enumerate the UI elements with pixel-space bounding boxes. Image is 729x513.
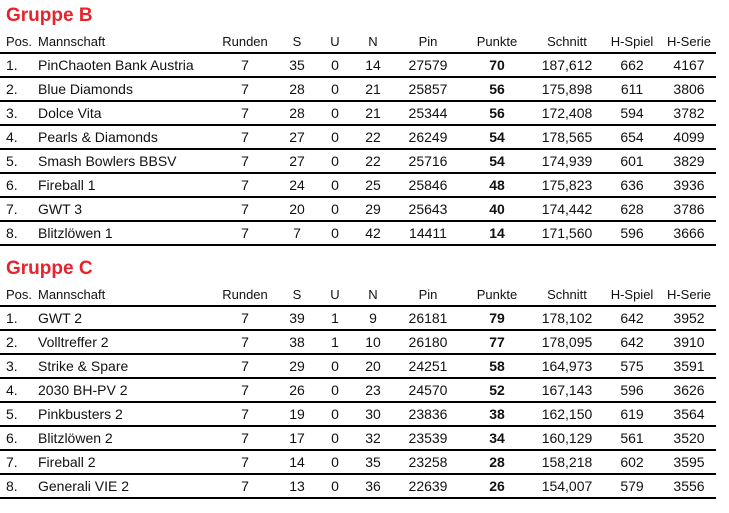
cell-u: 0: [318, 149, 352, 173]
cell-h-serie: 3936: [662, 173, 716, 197]
cell-schnitt: 154,007: [532, 474, 602, 498]
cell-h-serie: 3595: [662, 450, 716, 474]
cell-u: 0: [318, 101, 352, 125]
cell-pin: 24570: [394, 378, 462, 402]
cell-punkte: 34: [462, 426, 532, 450]
cell-schnitt: 175,823: [532, 173, 602, 197]
cell-pos: 6.: [0, 173, 34, 197]
col-header-pos: Pos.: [0, 31, 34, 53]
cell-s: 39: [276, 306, 318, 330]
cell-s: 35: [276, 53, 318, 77]
cell-n: 14: [352, 53, 394, 77]
cell-mannschaft: PinChaoten Bank Austria: [34, 53, 214, 77]
col-header-punkte: Punkte: [462, 31, 532, 53]
cell-n: 30: [352, 402, 394, 426]
cell-u: 0: [318, 77, 352, 101]
cell-runden: 7: [214, 330, 276, 354]
cell-mannschaft: Fireball 2: [34, 450, 214, 474]
cell-u: 0: [318, 474, 352, 498]
cell-pin: 26249: [394, 125, 462, 149]
cell-u: 0: [318, 53, 352, 77]
cell-mannschaft: Dolce Vita: [34, 101, 214, 125]
cell-pos: 2.: [0, 330, 34, 354]
cell-u: 0: [318, 402, 352, 426]
cell-pin: 26181: [394, 306, 462, 330]
cell-n: 10: [352, 330, 394, 354]
cell-mannschaft: GWT 3: [34, 197, 214, 221]
cell-h-spiel: 596: [602, 378, 662, 402]
cell-n: 21: [352, 101, 394, 125]
cell-mannschaft: Smash Bowlers BBSV: [34, 149, 214, 173]
cell-punkte: 52: [462, 378, 532, 402]
cell-schnitt: 175,898: [532, 77, 602, 101]
cell-s: 13: [276, 474, 318, 498]
table-row: [0, 306, 716, 330]
col-header-runden: Runden: [214, 31, 276, 53]
cell-schnitt: 178,095: [532, 330, 602, 354]
cell-runden: 7: [214, 306, 276, 330]
cell-u: 0: [318, 354, 352, 378]
cell-pos: 4.: [0, 125, 34, 149]
cell-n: 23: [352, 378, 394, 402]
cell-schnitt: 162,150: [532, 402, 602, 426]
cell-h-serie: 3782: [662, 101, 716, 125]
cell-h-serie: 3829: [662, 149, 716, 173]
col-header-punkte: Punkte: [462, 284, 532, 306]
cell-runden: 7: [214, 402, 276, 426]
cell-h-spiel: 611: [602, 77, 662, 101]
cell-u: 0: [318, 450, 352, 474]
cell-mannschaft: Generali VIE 2: [34, 474, 214, 498]
group-b-section: [0, 0, 729, 246]
cell-u: 0: [318, 426, 352, 450]
cell-n: 9: [352, 306, 394, 330]
cell-n: 42: [352, 221, 394, 245]
group-b-table: [0, 31, 716, 246]
cell-runden: 7: [214, 149, 276, 173]
cell-s: 28: [276, 77, 318, 101]
table-row: [0, 402, 716, 426]
table-row: [0, 101, 716, 125]
cell-punkte: 77: [462, 330, 532, 354]
cell-n: 32: [352, 426, 394, 450]
cell-pos: 3.: [0, 354, 34, 378]
cell-h-serie: 3910: [662, 330, 716, 354]
cell-h-spiel: 601: [602, 149, 662, 173]
cell-pin: 25344: [394, 101, 462, 125]
cell-pin: 25643: [394, 197, 462, 221]
table-row: [0, 221, 716, 245]
cell-pos: 1.: [0, 53, 34, 77]
cell-h-serie: 3556: [662, 474, 716, 498]
cell-h-serie: 3666: [662, 221, 716, 245]
cell-runden: 7: [214, 474, 276, 498]
cell-mannschaft: Fireball 1: [34, 173, 214, 197]
cell-pos: 8.: [0, 221, 34, 245]
col-header-mannschaft: Mannschaft: [34, 284, 214, 306]
cell-n: 36: [352, 474, 394, 498]
cell-pin: 24251: [394, 354, 462, 378]
col-header-schnitt: Schnitt: [532, 284, 602, 306]
cell-pos: 6.: [0, 426, 34, 450]
table-row: [0, 450, 716, 474]
cell-mannschaft: Strike & Spare: [34, 354, 214, 378]
cell-schnitt: 171,560: [532, 221, 602, 245]
table-row: [0, 378, 716, 402]
cell-mannschaft: Blue Diamonds: [34, 77, 214, 101]
cell-schnitt: 158,218: [532, 450, 602, 474]
cell-mannschaft: GWT 2: [34, 306, 214, 330]
cell-h-spiel: 628: [602, 197, 662, 221]
cell-mannschaft: Volltreffer 2: [34, 330, 214, 354]
cell-h-spiel: 602: [602, 450, 662, 474]
cell-pin: 27579: [394, 53, 462, 77]
cell-pin: 14411: [394, 221, 462, 245]
cell-u: 0: [318, 173, 352, 197]
col-header-n: N: [352, 31, 394, 53]
col-header-h-spiel: H-Spiel: [602, 31, 662, 53]
cell-s: 29: [276, 354, 318, 378]
cell-schnitt: 167,143: [532, 378, 602, 402]
cell-s: 20: [276, 197, 318, 221]
cell-schnitt: 178,102: [532, 306, 602, 330]
table-row: [0, 330, 716, 354]
cell-runden: 7: [214, 77, 276, 101]
cell-runden: 7: [214, 450, 276, 474]
cell-n: 25: [352, 173, 394, 197]
cell-pin: 25857: [394, 77, 462, 101]
cell-pos: 1.: [0, 306, 34, 330]
group-c-section: [0, 253, 729, 499]
cell-h-spiel: 642: [602, 306, 662, 330]
col-header-h-serie: H-Serie: [662, 284, 716, 306]
table-row: [0, 77, 716, 101]
cell-h-spiel: 594: [602, 101, 662, 125]
cell-mannschaft: Pinkbusters 2: [34, 402, 214, 426]
cell-schnitt: 160,129: [532, 426, 602, 450]
cell-s: 24: [276, 173, 318, 197]
cell-s: 27: [276, 125, 318, 149]
cell-pin: 25846: [394, 173, 462, 197]
cell-pos: 5.: [0, 402, 34, 426]
col-header-pin: Pin: [394, 31, 462, 53]
col-header-u: U: [318, 284, 352, 306]
cell-n: 22: [352, 149, 394, 173]
cell-n: 29: [352, 197, 394, 221]
cell-runden: 7: [214, 101, 276, 125]
cell-s: 17: [276, 426, 318, 450]
cell-schnitt: 172,408: [532, 101, 602, 125]
cell-pin: 23258: [394, 450, 462, 474]
cell-mannschaft: Pearls & Diamonds: [34, 125, 214, 149]
cell-schnitt: 174,442: [532, 197, 602, 221]
cell-punkte: 54: [462, 149, 532, 173]
cell-pin: 23539: [394, 426, 462, 450]
col-header-mannschaft: Mannschaft: [34, 31, 214, 53]
cell-punkte: 38: [462, 402, 532, 426]
cell-punkte: 56: [462, 77, 532, 101]
cell-punkte: 58: [462, 354, 532, 378]
cell-punkte: 28: [462, 450, 532, 474]
table-header-row: [0, 31, 716, 53]
cell-runden: 7: [214, 53, 276, 77]
cell-s: 14: [276, 450, 318, 474]
cell-h-serie: 3806: [662, 77, 716, 101]
cell-h-serie: 4167: [662, 53, 716, 77]
group-c-title: Gruppe C: [6, 258, 93, 279]
cell-mannschaft: Blitzlöwen 2: [34, 426, 214, 450]
cell-s: 7: [276, 221, 318, 245]
cell-punkte: 48: [462, 173, 532, 197]
table-row: [0, 173, 716, 197]
cell-h-serie: 3626: [662, 378, 716, 402]
cell-punkte: 26: [462, 474, 532, 498]
table-row: [0, 149, 716, 173]
cell-h-spiel: 596: [602, 221, 662, 245]
cell-runden: 7: [214, 197, 276, 221]
col-header-schnitt: Schnitt: [532, 31, 602, 53]
cell-runden: 7: [214, 378, 276, 402]
cell-punkte: 70: [462, 53, 532, 77]
cell-pos: 5.: [0, 149, 34, 173]
cell-s: 27: [276, 149, 318, 173]
col-header-h-serie: H-Serie: [662, 31, 716, 53]
cell-n: 22: [352, 125, 394, 149]
col-header-s: S: [276, 284, 318, 306]
col-header-s: S: [276, 31, 318, 53]
cell-pin: 22639: [394, 474, 462, 498]
cell-pos: 2.: [0, 77, 34, 101]
group-b-title: Gruppe B: [6, 5, 93, 26]
cell-mannschaft: Blitzlöwen 1: [34, 221, 214, 245]
table-row: [0, 53, 716, 77]
table-header-row: [0, 284, 716, 306]
table-row: [0, 125, 716, 149]
cell-n: 21: [352, 77, 394, 101]
cell-schnitt: 164,973: [532, 354, 602, 378]
col-header-pos: Pos.: [0, 284, 34, 306]
cell-pos: 3.: [0, 101, 34, 125]
cell-pin: 25716: [394, 149, 462, 173]
cell-u: 1: [318, 306, 352, 330]
cell-s: 19: [276, 402, 318, 426]
cell-u: 0: [318, 221, 352, 245]
cell-u: 0: [318, 378, 352, 402]
cell-h-spiel: 642: [602, 330, 662, 354]
cell-h-spiel: 654: [602, 125, 662, 149]
cell-punkte: 40: [462, 197, 532, 221]
col-header-h-spiel: H-Spiel: [602, 284, 662, 306]
cell-h-serie: 3786: [662, 197, 716, 221]
cell-u: 0: [318, 197, 352, 221]
cell-h-spiel: 619: [602, 402, 662, 426]
cell-h-serie: 3591: [662, 354, 716, 378]
table-row: [0, 474, 716, 498]
cell-s: 26: [276, 378, 318, 402]
cell-h-spiel: 636: [602, 173, 662, 197]
cell-h-serie: 4099: [662, 125, 716, 149]
cell-h-serie: 3520: [662, 426, 716, 450]
cell-s: 38: [276, 330, 318, 354]
cell-runden: 7: [214, 354, 276, 378]
cell-u: 1: [318, 330, 352, 354]
cell-n: 35: [352, 450, 394, 474]
col-header-u: U: [318, 31, 352, 53]
cell-h-spiel: 579: [602, 474, 662, 498]
cell-h-serie: 3564: [662, 402, 716, 426]
group-c-table: [0, 284, 716, 499]
table-row: [0, 197, 716, 221]
cell-punkte: 79: [462, 306, 532, 330]
cell-h-spiel: 662: [602, 53, 662, 77]
col-header-pin: Pin: [394, 284, 462, 306]
cell-runden: 7: [214, 173, 276, 197]
cell-pin: 23836: [394, 402, 462, 426]
cell-mannschaft: 2030 BH-PV 2: [34, 378, 214, 402]
col-header-n: N: [352, 284, 394, 306]
cell-punkte: 14: [462, 221, 532, 245]
cell-pos: 7.: [0, 197, 34, 221]
cell-h-spiel: 561: [602, 426, 662, 450]
cell-runden: 7: [214, 221, 276, 245]
cell-runden: 7: [214, 426, 276, 450]
cell-schnitt: 174,939: [532, 149, 602, 173]
cell-pos: 7.: [0, 450, 34, 474]
col-header-runden: Runden: [214, 284, 276, 306]
table-row: [0, 354, 716, 378]
cell-runden: 7: [214, 125, 276, 149]
cell-h-serie: 3952: [662, 306, 716, 330]
cell-s: 28: [276, 101, 318, 125]
cell-pin: 26180: [394, 330, 462, 354]
cell-schnitt: 187,612: [532, 53, 602, 77]
cell-schnitt: 178,565: [532, 125, 602, 149]
cell-pos: 8.: [0, 474, 34, 498]
cell-u: 0: [318, 125, 352, 149]
table-row: [0, 426, 716, 450]
cell-punkte: 54: [462, 125, 532, 149]
cell-h-spiel: 575: [602, 354, 662, 378]
cell-pos: 4.: [0, 378, 34, 402]
cell-punkte: 56: [462, 101, 532, 125]
cell-n: 20: [352, 354, 394, 378]
